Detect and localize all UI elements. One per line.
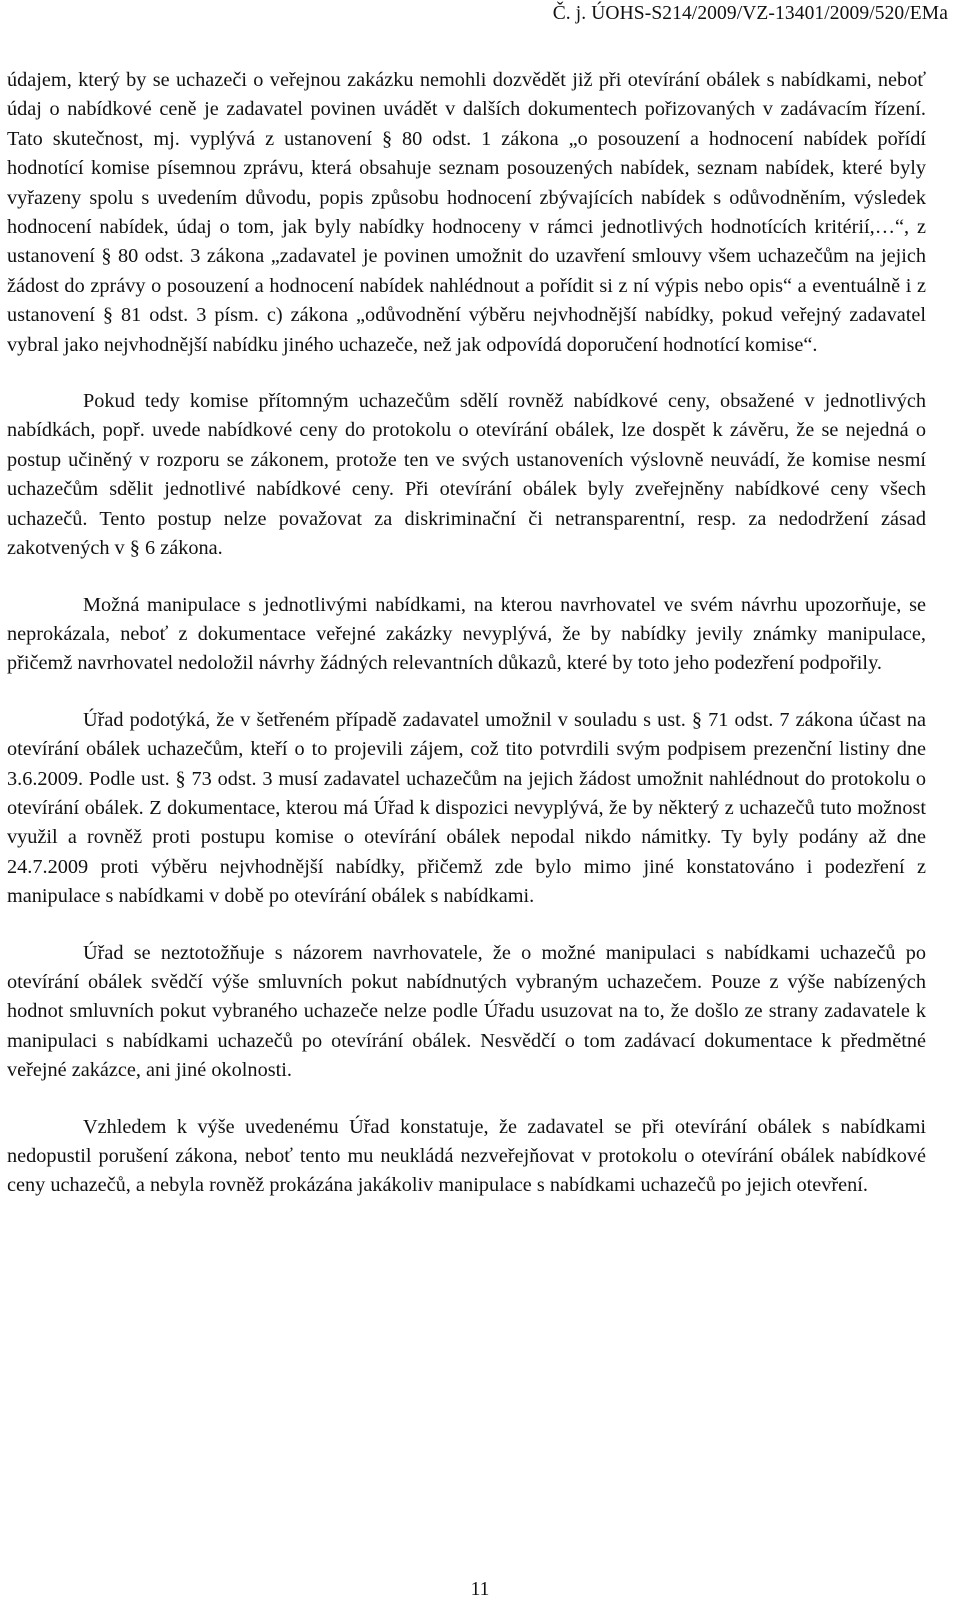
paragraph: Pokud tedy komise přítomným uchazečům sdělí rovněž nabídkové ceny, obsažené v jednotlivých nabídkách, popř. uvede nabídkové ceny do protokolu o otevírání obálek, lze dospět k závěru, že se nejedná o postup učiněný v rozporu se zákonem, protože ten ve svých ustanoveních výslovně neuvádí, že komise nesmí uchazečům sdělit jednotlivé nabídkové ceny. Při otevírání obálek byly zveřejněny nabídkové ceny všech uchazečů. Tento postup nelze považovat za diskriminační či netransparentní, resp. za nedodržení zásad zakotvených v § 6 zákona. bbox=[7, 390, 926, 560]
page-number: 11 bbox=[470, 1579, 490, 1600]
paragraph: Úřad podotýká, že v šetřeném případě zadavatel umožnil v souladu s ust. § 71 odst. 7 zákona účast na otevírání obálek uchazečům, kteří o to projevili zájem, což tito potvrdili svým podpisem prezenční listiny dne 3.6.2009. Podle ust. § 73 odst. 3 musí zadavatel uchazečům na jejich žádost umožnit nahlédnout do protokolu o otevírání obálek. Z dokumentace, kterou má Úřad k dispozici nevyplývá, že by některý z uchazečů tuto možnost využil a rovněž proti postupu komise o otevírání obálek nepodal nikdo námitky. Ty byly podány až dne 24.7.2009 proti výběru nejvhodnější nabídky, přičemž zde bylo mimo jiné konstatováno i podezření z manipulace s nabídkami v době po otevírání obálek s nabídkami. bbox=[7, 708, 926, 908]
paragraph: Úřad se neztotožňuje s názorem navrhovatele, že o možné manipulaci s nabídkami uchazečů po otevírání obálek svědčí výše smluvních pokut nabídnutých vybraným uchazečem. Pouze z výše nabízených hodnot smluvních pokut vybraného uchazeče nelze podle Úřadu usuzovat na to, že došlo ze strany zadavatele k manipulaci s nabídkami uchazečů po otevírání obálek. Nesvědčí o tom zadávací dokumentace k předmětné veřejné zakázce, ani jiné okolnosti. bbox=[7, 941, 926, 1082]
paragraph-continued: údajem, který by se uchazeči o veřejnou zakázku nemohli dozvědět již při otevírání obálek s nabídkami, neboť údaj o nabídkové ceně je zadavatel povinen uvádět v dalších dokumentech pořizovaných v zadávacím řízení. Tato skutečnost, mj. vyplývá z ustanovení § 80 odst. 1 zákona „o posouzení a hodnocení nabídek pořídí hodnotící komise písemnou zprávu, která obsahuje seznam posouzených nabídek, seznam nabídek, které byly vyřazeny spolu s uvedením důvodu, popis způsobu hodnocení zbývajících nabídek s odůvodněním, výsledek hodnocení nabídek, údaj o tom, jak byly nabídky hodnoceny v rámci jednotlivých hodnotících kritérií,…“, z ustanovení § 80 odst. 3 zákona „zadavatel je povinen umožnit do uzavření smlouvy všem uchazečům na jejich žádost do zprávy o posouzení a hodnocení nabídek nahlédnout a pořídit si z ní výpis nebo opis“ a eventuálně i z ustanovení § 81 odst. 3 písm. c) zákona „odůvodnění výběru nejvhodnější nabídky, pokud veřejný zadavatel vybral jako nejvhodnější nabídku jiného uchazeče, než jak odpovídá doporučení hodnotící komise“. bbox=[7, 69, 926, 356]
paragraph: Možná manipulace s jednotlivými nabídkami, na kterou navrhovatel ve svém návrhu upozorňuje, se neprokázala, neboť z dokumentace veřejné zakázky nevyplývá, že by nabídky jevily známky manipulace, přičemž navrhovatel nedoložil návrhy žádných relevantních důkazů, které by toto jeho podezření podpořily. bbox=[7, 593, 926, 675]
document-reference-number: Č. j. ÚOHS-S214/2009/VZ-13401/2009/520/EMa bbox=[552, 3, 948, 24]
paragraph: Vzhledem k výše uvedenému Úřad konstatuje, že zadavatel se při otevírání obálek s nabídkami nedopustil porušení zákona, neboť tento mu neukládá nezveřejňovat v protokolu o otevírání obálek nabídkové ceny uchazečů, a nebyla rovněž prokázána jakákoliv manipulace s nabídkami uchazečů po jejich otevření. bbox=[7, 1115, 926, 1197]
document-body bbox=[7, 66, 926, 1201]
